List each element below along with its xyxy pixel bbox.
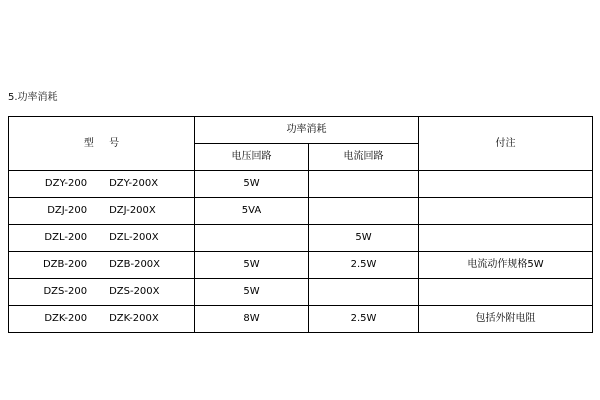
cell-model	[9, 252, 195, 279]
model-code-primary: DZY-200	[44, 178, 88, 189]
model-code-secondary: DZB-200X	[109, 259, 161, 270]
cell-voltage: 5W	[195, 279, 309, 306]
cell-model	[9, 171, 195, 198]
model-code-primary: DZB-200	[42, 259, 88, 270]
cell-current	[309, 171, 419, 198]
power-consumption-table	[8, 116, 593, 333]
model-code-primary: DZL-200	[44, 232, 88, 243]
cell-note	[419, 171, 593, 198]
cell-current: 2.5W	[309, 252, 419, 279]
model-code-primary: DZJ-200	[47, 205, 88, 216]
header-power-group: 功率消耗	[195, 117, 419, 144]
model-code-secondary: DZY-200X	[109, 178, 159, 189]
header-model-label: 型 号	[83, 137, 126, 149]
header-note: 付注	[419, 117, 593, 171]
cell-current: 2.5W	[309, 306, 419, 333]
table-row	[9, 279, 593, 306]
cell-current	[309, 279, 419, 306]
cell-note	[419, 279, 593, 306]
cell-current	[309, 198, 419, 225]
cell-model	[9, 198, 195, 225]
table-row	[9, 252, 593, 279]
cell-note: 包括外附电阻	[419, 306, 593, 333]
table-body	[9, 171, 593, 333]
header-current-circuit: 电流回路	[309, 144, 419, 171]
cell-voltage: 8W	[195, 306, 309, 333]
table-header	[9, 117, 593, 171]
cell-model	[9, 279, 195, 306]
table-row	[9, 171, 593, 198]
cell-voltage	[195, 225, 309, 252]
model-code-secondary: DZL-200X	[109, 232, 159, 243]
table-row	[9, 306, 593, 333]
power-consumption-table-wrapper	[8, 116, 592, 333]
cell-note: 电流动作规格5W	[419, 252, 593, 279]
section-heading: 5.功率消耗	[8, 92, 58, 103]
table-row	[9, 198, 593, 225]
cell-model	[9, 306, 195, 333]
table-header-row-1	[9, 117, 593, 144]
model-code-secondary: DZJ-200X	[109, 205, 156, 216]
model-code-secondary: DZK-200X	[109, 313, 159, 324]
table-row	[9, 225, 593, 252]
cell-note	[419, 225, 593, 252]
cell-voltage: 5W	[195, 171, 309, 198]
model-code-primary: DZK-200	[44, 313, 88, 324]
cell-voltage: 5W	[195, 252, 309, 279]
cell-voltage: 5VA	[195, 198, 309, 225]
cell-model	[9, 225, 195, 252]
cell-current: 5W	[309, 225, 419, 252]
header-model	[9, 117, 195, 171]
cell-note	[419, 198, 593, 225]
model-code-primary: DZS-200	[43, 286, 88, 297]
header-voltage-circuit: 电压回路	[195, 144, 309, 171]
model-code-secondary: DZS-200X	[109, 286, 160, 297]
